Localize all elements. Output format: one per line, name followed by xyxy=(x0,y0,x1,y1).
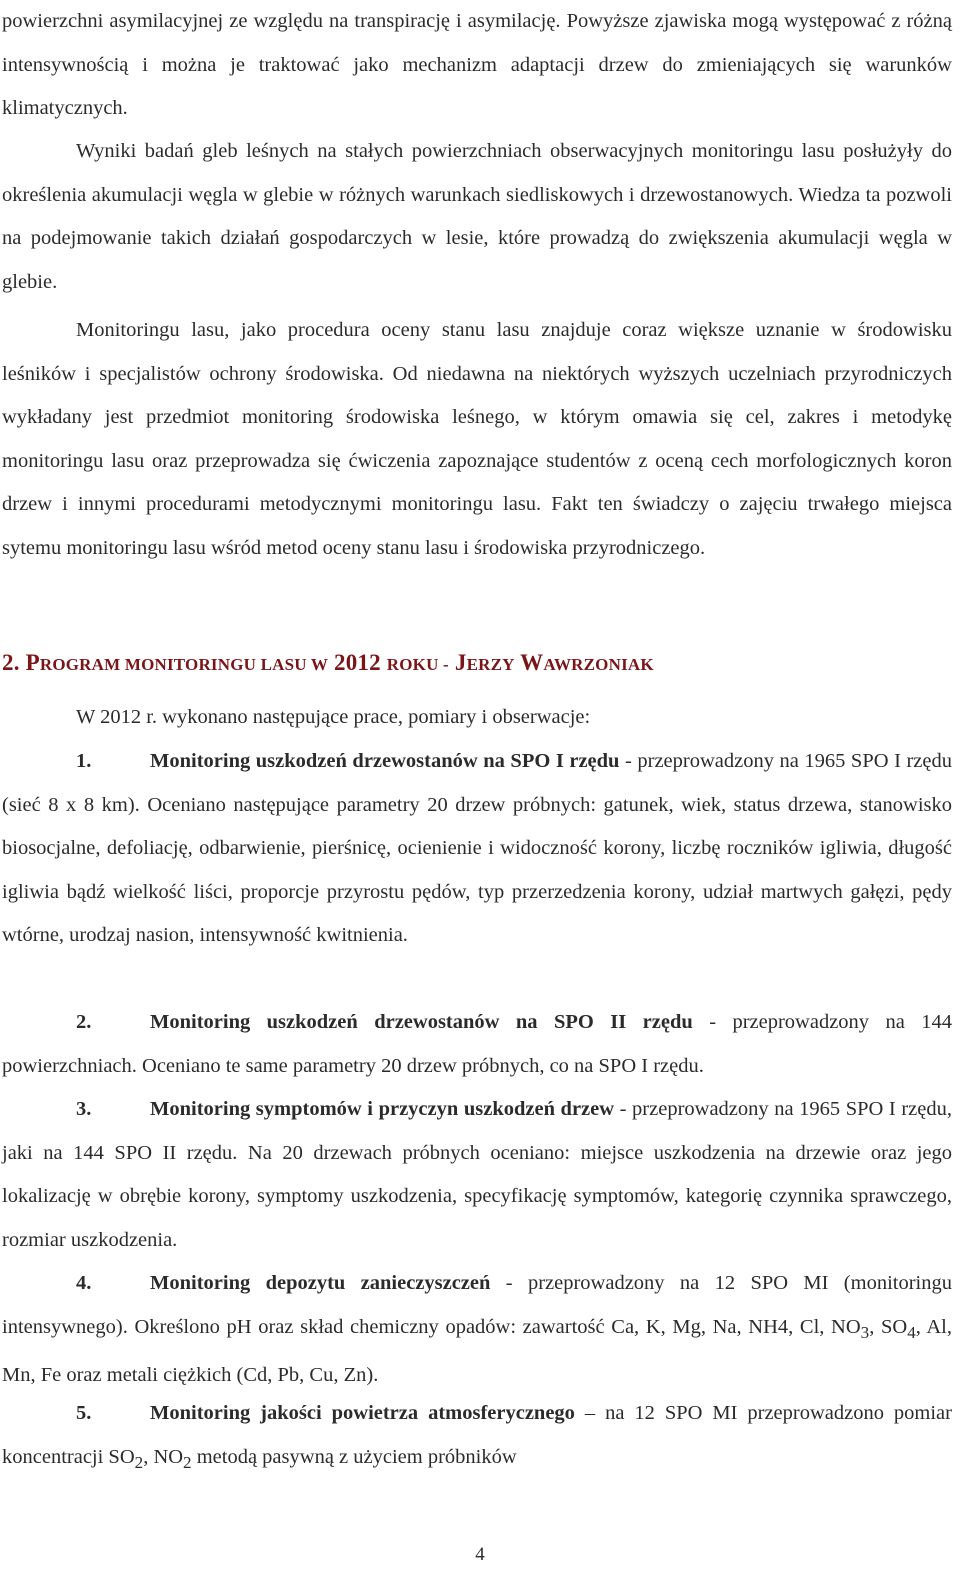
list-item: 5. Monitoring jakości powietrza atmosferycznego – na 12 SPO MI przeprowadzono pomiar koncentracji $SO_2$, $NO_2$ metodą pasywną z użyciem próbników xyxy=(2,1402,952,1472)
list-item: 1. Monitoring uszkodzeń drzewostanów na SPO I rzędu - przeprowadzony na 1965 SPO I rzędu (sieć 8 x 8 km). Oceniano następujące parametry 20 drzew próbnych: gatunek, wiek, status drzewa, stanowisko biosocjalne, defoliację, odbarwienie, pierśnicę, ocienienie i widoczność korony, liczbę roczników igliwia, długość igliwia bądź wielkość liści, proporcje przyrostu pędów, typ przerzedzenia korony, udział martwych gałęzi, pędy wtórne, urodzaj nasion, intensywność kwitnienia. xyxy=(2,750,952,946)
heading-number: 2. xyxy=(2,650,20,675)
list-item: 4. Monitoring depozytu zanieczyszczeń - przeprowadzony na 12 SPO MI (monitoringu intensywnego). Określono pH oraz skład chemiczny opadów: zawartość Ca, K, Mg, Na, NH4, Cl, $NO_3$, $SO_4$, Al, Mn, Fe oraz metali ciężkich (Cd, Pb, Cu, Zn). xyxy=(2,1272,952,1387)
list-item: 3. Monitoring symptomów i przyczyn uszkodzeń drzew - przeprowadzony na 1965 SPO I rzędu, jaki na 144 SPO II rzędu. Na 20 drzewach próbnych oceniano: miejsce uszkodzenia na drzewie oraz jego lokalizację w obrębie korony, symptomy uszkodzenia, specyfikację symptomów, kategorię czynnika sprawczego, rozmiar uszkodzenia. xyxy=(2,1098,952,1251)
section-heading: 2. PROGRAM MONITORINGU LASU W 2012 ROKU - JERZY WAWRZONIAK xyxy=(2,650,654,675)
list-item: 2. Monitoring uszkodzeń drzewostanów na SPO II rzędu - przeprowadzony na 144 powierzchniach. Oceniano te same parametry 20 drzew próbnych, co na SPO I rzędu. xyxy=(2,1011,953,1077)
work-intro: W 2012 r. wykonano następujące prace, pomiary i obserwacje: xyxy=(76,706,591,728)
page-number: 4 xyxy=(475,1544,485,1565)
paragraph-adaptation: powierzchni asymilacyjnej ze względu na transpirację i asymilację. Powyższe zjawiska mogą występować z różną intensywnością i można je traktować jako mechanizm adaptacji drzew do zmieniających się warunków klimatycznych. xyxy=(2,10,952,119)
paragraph-monitoring-recognition: Monitoringu lasu, jako procedura oceny stanu lasu znajduje coraz większe uznanie w środowisku leśników i specjalistów ochrony środowiska. Od niedawna na niektórych wyższych uczelniach przyrodniczych wykładany jest przedmiot monitoring środowiska leśnego, w którym omawia się cel, zakres i metodykę monitoringu lasu oraz przeprowadza się ćwiczenia zapoznające studentów z oceną cech morfologicznych koron drzew i innymi procedurami metodycznymi monitoringu lasu. Fakt ten świadczy o zajęciu trwałego miejsca sytemu monitoringu lasu wśród metod oceny stanu lasu i środowiska przyrodniczego. xyxy=(2,319,952,559)
paragraph-soil-research: Wyniki badań gleb leśnych na stałych powierzchniach obserwacyjnych monitoringu lasu posłużyły do określenia akumulacji węgla w glebie w różnych warunkach siedliskowych i drzewostanowych. Wiedza ta pozwoli na podejmowanie takich działań gospodarczych w lesie, które prowadzą do zwiększenia akumulacji węgla w glebie. xyxy=(2,140,952,293)
